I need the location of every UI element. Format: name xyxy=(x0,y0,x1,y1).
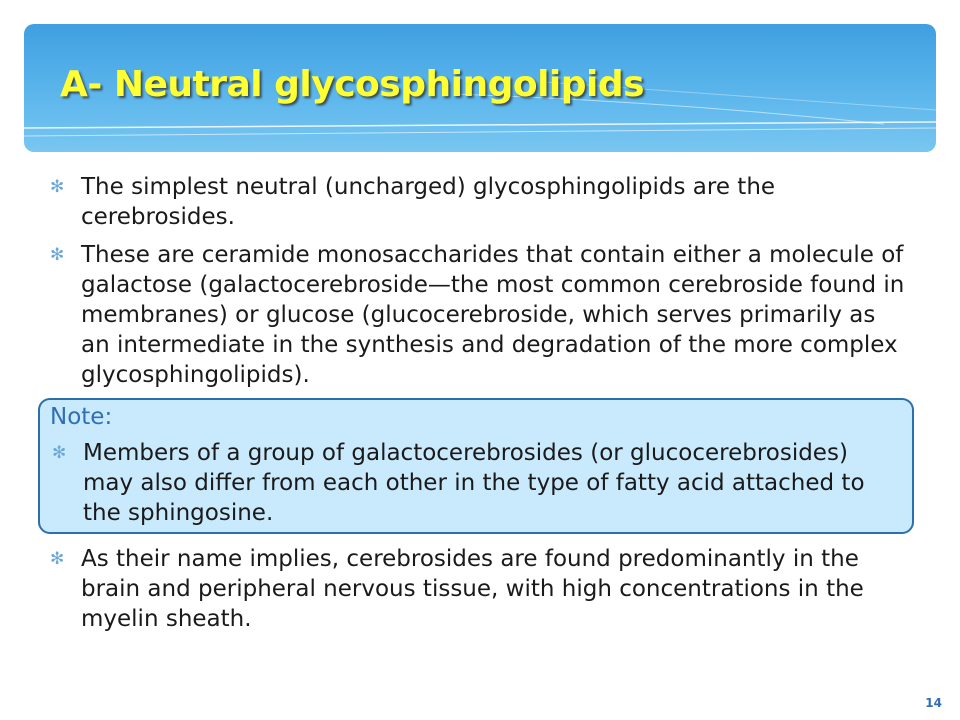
title-banner xyxy=(24,24,936,152)
note-box xyxy=(38,398,914,534)
asterisk-bullet-icon: ✻ xyxy=(50,245,65,265)
slide-title: A- Neutral glycosphingolipids xyxy=(60,64,645,105)
asterisk-bullet-icon: ✻ xyxy=(50,177,65,197)
asterisk-bullet-icon: ✻ xyxy=(52,443,67,463)
bullet-text: These are ceramide monosaccharides that contain either a molecule of galactose (galactocerebroside—the most common cerebroside found in membranes) or glucose (glucocerebroside, which serves primarily as an intermediate in the synthesis and degradation of the more complex glycosphingolipids). xyxy=(81,242,905,388)
bullet-text: Members of a group of galactocerebrosides (or glucocerebrosides) may also differ from each other in the type of fatty acid attached to the sphingosine. xyxy=(83,440,865,526)
asterisk-bullet-icon: ✻ xyxy=(50,549,65,569)
page-number: 14 xyxy=(925,696,942,710)
slide-content xyxy=(48,172,908,642)
note-label: Note: xyxy=(50,404,113,430)
list-item xyxy=(48,544,908,634)
bullet-text: The simplest neutral (uncharged) glycosphingolipids are the cerebrosides. xyxy=(81,174,776,230)
list-item xyxy=(48,240,908,390)
list-item xyxy=(48,172,908,232)
list-item xyxy=(50,438,904,528)
bullet-text: As their name implies, cerebrosides are found predominantly in the brain and peripheral nervous tissue, with high concentrations in the myelin sheath. xyxy=(81,546,864,632)
